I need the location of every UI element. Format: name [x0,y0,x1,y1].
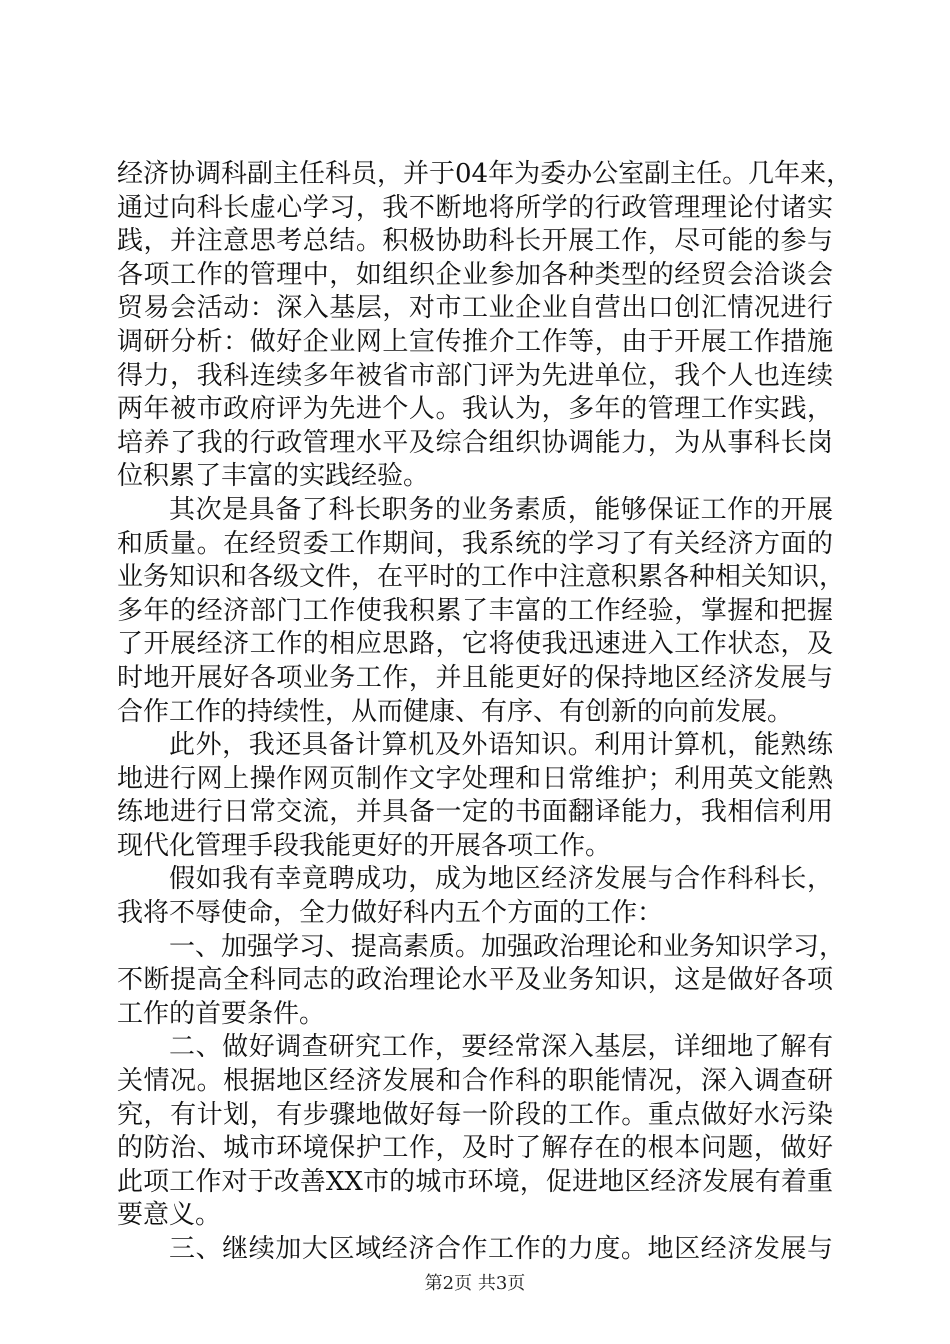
text-line: 通过向科长虚心学习，我不断地将所学的行政管理理论付诸实 [117,192,833,223]
text-line: 业务知识和各级文件，在平时的工作中注意积累各种相关知识， [117,562,846,593]
text-line: 位积累了丰富的实践经验。 [117,461,430,492]
text-line: 得力，我科连续多年被省市部门评为先进单位，我个人也连续 [117,360,833,391]
text-line: 工作的首要条件。 [117,998,326,1029]
text-line: 调研分析：做好企业网上宣传推介工作等，由于开展工作措施 [117,326,833,357]
text-line: 的防治、城市环境保护工作，及时了解存在的根本问题，做好 [117,1133,833,1164]
paragraph [117,1233,833,1267]
text-line: 三、继续加大区域经济合作工作的力度。地区经济发展与 [169,1234,833,1264]
text-line: 经济协调科副主任科员，并于04年为委办公室副主任。几年来， [117,159,853,189]
paragraph [117,863,833,930]
paragraph [117,931,846,1032]
text-line: 关情况。根据地区经济发展和合作科的职能情况，深入调查研 [117,1066,833,1097]
text-line: 究，有计划，有步骤地做好每一阶段的工作。重点做好水污染 [117,1099,833,1130]
paragraph [117,158,853,494]
body-text [117,158,853,1267]
text-line: 时地开展好各项业务工作，并且能更好的保持地区经济发展与 [117,662,833,693]
text-line: 要意义。 [117,1200,222,1231]
text-line: 和质量。在经贸委工作期间，我系统的学习了有关经济方面的 [117,528,833,559]
text-line: 现代化管理手段我能更好的开展各项工作。 [117,830,612,861]
text-line: 其次是具备了科长职务的业务素质，能够保证工作的开展 [169,494,833,525]
text-line: 此外，我还具备计算机及外语知识。利用计算机，能熟练 [169,730,833,761]
text-line: 我将不辱使命，全力做好科内五个方面的工作： [117,898,664,929]
paragraph [117,1031,833,1233]
text-line: 一、加强学习、提高素质。加强政治理论和业务知识学习， [169,931,846,962]
page-number-footer: 第2页 共3页 [424,1273,526,1294]
text-line: 此项工作对于改善XX市的城市环境，促进地区经济发展有着重 [117,1166,833,1197]
text-line: 贸易会活动：深入基层，对市工业企业自营出口创汇情况进行 [117,293,833,324]
text-line: 练地进行日常交流，并具备一定的书面翻译能力，我相信利用 [117,797,833,828]
text-line: 多年的经济部门工作使我积累了丰富的工作经验，掌握和把握 [117,595,833,626]
text-line: 假如我有幸竟聘成功，成为地区经济发展与合作科科长， [169,864,833,895]
paragraph [117,729,833,863]
text-line: 培养了我的行政管理水平及综合组织协调能力，为从事科长岗 [117,427,833,458]
text-line: 地进行网上操作网页制作文字处理和日常维护；利用英文能熟 [117,763,833,794]
paragraph [117,494,846,729]
text-line: 合作工作的持续性，从而健康、有序、有创新的向前发展。 [117,696,794,727]
text-line: 两年被市政府评为先进个人。我认为，多年的管理工作实践， [117,394,833,425]
text-line: 二、做好调查研究工作，要经常深入基层，详细地了解有 [169,1032,833,1063]
text-line: 不断提高全科同志的政治理论水平及业务知识，这是做好各项 [117,965,833,996]
text-line: 了开展经济工作的相应思路，它将使我迅速进入工作状态，及 [117,629,833,660]
text-line: 各项工作的管理中，如组织企业参加各种类型的经贸会洽谈会 [117,259,833,290]
text-line: 践，并注意思考总结。积极协助科长开展工作，尽可能的参与 [117,226,833,257]
